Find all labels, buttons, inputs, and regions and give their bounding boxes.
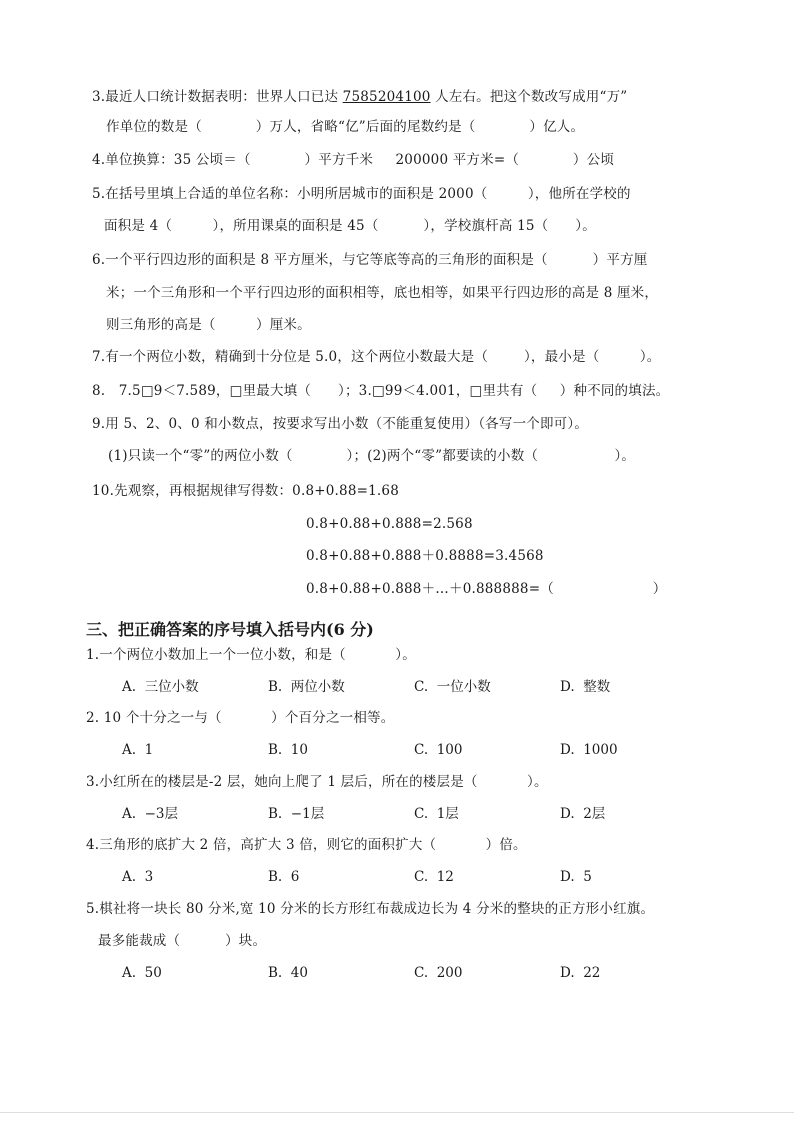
choice-question-4-option-a: A. 3 bbox=[122, 869, 154, 885]
population-number: 7585204100 bbox=[342, 89, 431, 105]
choice-question-5-stem: 5.棋社将一块长 80 分米,宽 10 分米的长方形红布裁成边长为 4 分米的整块的正方形小红旗。 bbox=[86, 901, 655, 917]
choice-question-2-stem: 2. 10 个十分之一与（ ）个百分之一相等。 bbox=[86, 710, 395, 726]
choice-question-5-option-c: C. 200 bbox=[414, 965, 463, 981]
question-6-line-2: 米；一个三角形和一个平行四边形的面积相等，底也相等，如果平行四边形的高是 8 厘米， bbox=[106, 285, 659, 301]
page-bottom-edge bbox=[0, 1112, 794, 1113]
choice-question-3-option-a: A. −3层 bbox=[122, 806, 179, 822]
choice-question-4-option-b: B. 6 bbox=[268, 869, 300, 885]
choice-question-4-option-d: D. 5 bbox=[560, 869, 592, 885]
question-8: 8. 7.5□9＜7.589，□里最大填（ ）；3.□99＜4.001，□里共有（ ）种不同的填法。 bbox=[92, 383, 670, 399]
choice-question-4-option-c: C. 12 bbox=[414, 869, 454, 885]
question-3-line-1: 3.最近人口统计数据表明：世界人口已达 7585204100 人左右。把这个数改写成用“万” bbox=[92, 89, 628, 105]
question-5-line-1: 5.在括号里填上合适的单位名称：小明所居城市的面积是 2000（ ），他所在学校的 bbox=[92, 186, 631, 202]
question-3-line-2: 作单位的数是（ ）万人，省略“亿”后面的尾数约是（ ）亿人。 bbox=[106, 119, 585, 135]
question-10-row-2: 0.8+0.88+0.888=2.568 bbox=[306, 516, 473, 532]
question-9-line-1: 9.用 5、2、0、0 和小数点，按要求写出小数（不能重复使用）（各写一个即可）。 bbox=[92, 416, 589, 432]
choice-question-5-option-b: B. 40 bbox=[268, 965, 308, 981]
question-10-row-4: 0.8+0.88+0.888＋…＋0.888888=（ ） bbox=[306, 581, 667, 597]
choice-question-5-stem-line-2: 最多能裁成（ ）块。 bbox=[98, 933, 267, 949]
question-10-intro: 10.先观察，再根据规律写得数：0.8+0.88=1.68 bbox=[92, 483, 399, 499]
choice-question-1-option-d: D. 整数 bbox=[560, 679, 611, 695]
choice-question-2-option-a: A. 1 bbox=[122, 742, 154, 758]
choice-question-1-stem: 1.一个两位小数加上一个一位小数，和是（ ）。 bbox=[86, 647, 416, 663]
choice-question-2-option-d: D. 1000 bbox=[560, 742, 618, 758]
choice-question-5-option-a: A. 50 bbox=[122, 965, 162, 981]
choice-question-3-stem: 3.小红所在的楼层是-2 层，她向上爬了 1 层后，所在的楼层是（ ）。 bbox=[86, 774, 548, 790]
question-5-line-2: 面积是 4（ ），所用课桌的面积是 45（ ），学校旗杆高 15（ ）。 bbox=[104, 218, 596, 234]
choice-question-1-option-a: A. 三位小数 bbox=[122, 679, 199, 695]
choice-question-2-option-b: B. 10 bbox=[268, 742, 308, 758]
question-6-line-1: 6.一个平行四边形的面积是 8 平方厘米，与它等底等高的三角形的面积是（ ）平方厘 bbox=[92, 252, 648, 268]
choice-question-1-option-b: B. 两位小数 bbox=[268, 679, 345, 695]
choice-question-3-option-d: D. 2层 bbox=[560, 806, 606, 822]
question-6-line-3: 则三角形的高是（ ）厘米。 bbox=[106, 317, 311, 333]
question-4: 4.单位换算：35 公顷＝（ ）平方千米 200000 平方米=（ ）公顷 bbox=[92, 152, 615, 168]
choice-question-4-stem: 4.三角形的底扩大 2 倍，高扩大 3 倍，则它的面积扩大（ ）倍。 bbox=[86, 837, 527, 853]
question-10-row-3: 0.8+0.88+0.888＋0.8888=3.4568 bbox=[306, 548, 544, 564]
choice-question-3-option-b: B. −1层 bbox=[268, 806, 325, 822]
choice-question-3-option-c: C. 1层 bbox=[414, 806, 459, 822]
question-9-line-2: (1)只读一个“零”的两位小数（ ）；(2)两个“零”都要读的小数（ ）。 bbox=[108, 448, 636, 464]
question-7: 7.有一个两位小数，精确到十分位是 5.0，这个两位小数最大是（ ），最小是（ ）。 bbox=[92, 349, 661, 365]
choice-question-5-option-d: D. 22 bbox=[560, 965, 601, 981]
choice-question-1-option-c: C. 一位小数 bbox=[414, 679, 491, 695]
section-3-heading: 三、把正确答案的序号填入括号内(6 分) bbox=[86, 620, 374, 639]
choice-question-2-option-c: C. 100 bbox=[414, 742, 463, 758]
